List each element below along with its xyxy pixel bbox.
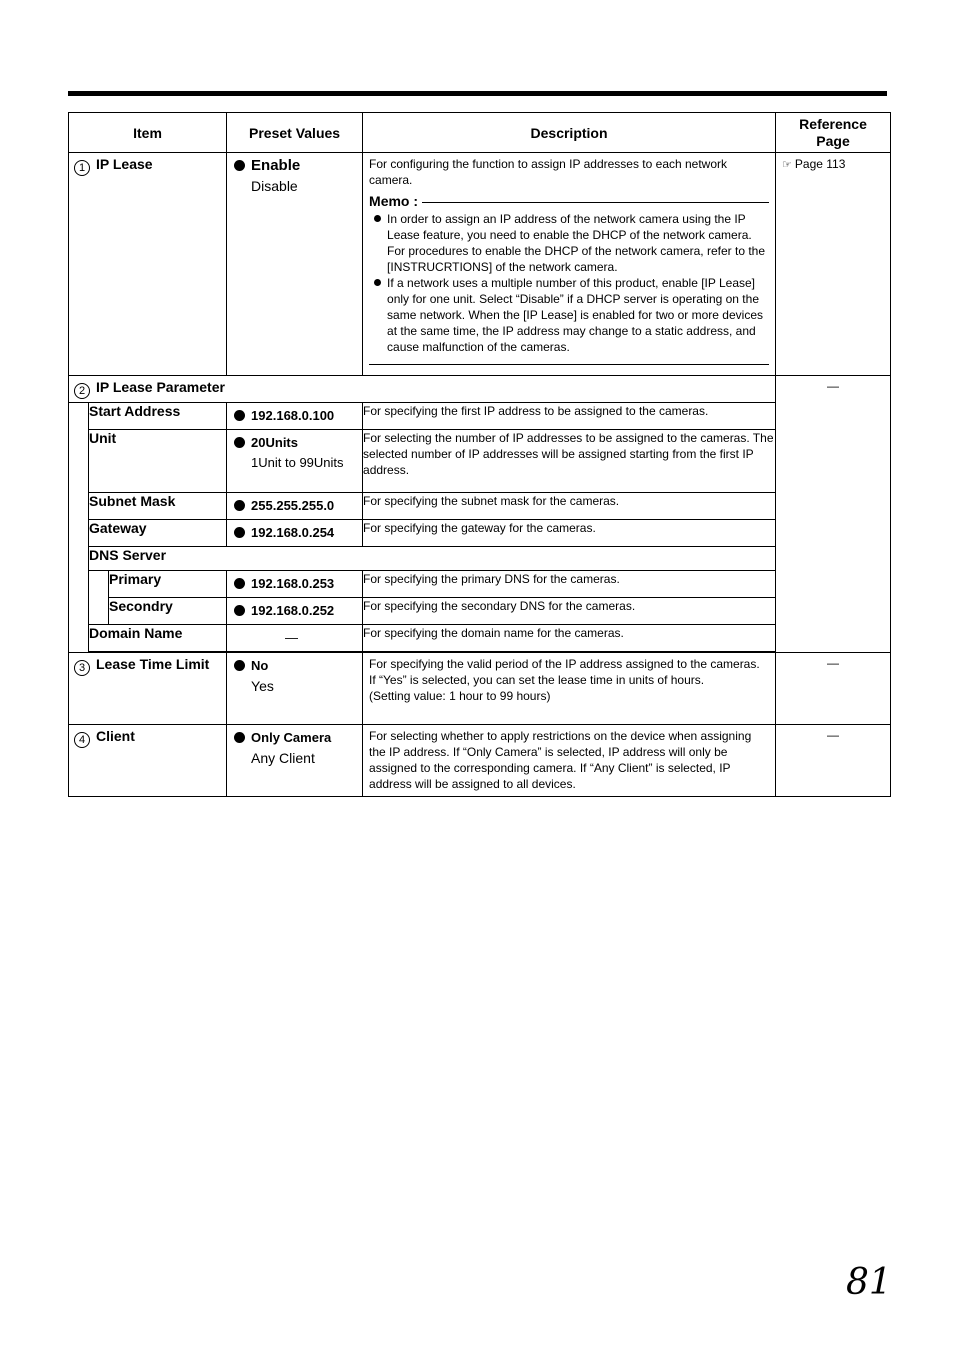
description-cell: For specifying the primary DNS for the cameras. [363, 571, 776, 598]
pointing-hand-icon: ☞ [782, 159, 792, 171]
description-cell: For specifying the first IP address to be assigned to the cameras. [363, 403, 776, 430]
default-bullet-icon [234, 410, 245, 421]
table-row-subnet-mask [69, 493, 891, 520]
default-bullet-icon [234, 660, 245, 671]
preset-cell: 255.255.255.0 [227, 493, 363, 520]
table-row-dns-server [69, 547, 891, 571]
item-cell [69, 653, 227, 725]
param-label: Secondry [109, 598, 227, 625]
memo-item: In order to assign an IP address of the network camera using the IP Lease feature, you need to enable the DHCP of the network camera. For procedures to enable the DHCP of the network camera, refer to the [INSTRUCRTIONS] of the network camera. [369, 211, 769, 275]
item-cell [69, 153, 227, 376]
memo-title: Memo : [369, 193, 769, 209]
reference-cell [776, 153, 891, 376]
item-label: IP Lease [96, 156, 153, 172]
preset-cell: 192.168.0.254 [227, 520, 363, 547]
description-cell: For specifying the domain name for the cameras. [363, 625, 776, 652]
param-label: Primary [109, 571, 227, 598]
table-row-dns-primary [69, 571, 891, 598]
description-text: For configuring the function to assign IP addresses to each network camera. [369, 157, 728, 187]
reference-cell: — [776, 376, 891, 653]
param-label: Start Address [89, 403, 227, 430]
top-rule [68, 91, 887, 96]
item-label: IP Lease Parameter [96, 379, 225, 395]
item-label: Lease Time Limit [96, 656, 210, 672]
table-row-dns-secondary [69, 598, 891, 625]
page-number: 81 [846, 1262, 892, 1303]
default-bullet-icon [234, 578, 245, 589]
item-number: 2 [74, 383, 90, 399]
memo-list [369, 211, 769, 355]
default-bullet-icon [234, 437, 245, 448]
description-cell: For selecting whether to apply restrictions on the device when assigning the IP address. If “Only Camera” is selected, IP address will only be assigned to the corresponding camera. If “Any Client” is selected, IP address will be assigned to all devices. [363, 725, 776, 797]
description-cell [363, 153, 776, 376]
preset-cell: 192.168.0.253 [227, 571, 363, 598]
item-cell [69, 376, 776, 403]
description-cell: For specifying the secondary DNS for the cameras. [363, 598, 776, 625]
default-bullet-icon [234, 527, 245, 538]
table-row-domain-name [69, 625, 891, 652]
preset-cell: Only Camera Any Client [227, 725, 363, 797]
reference-cell: — [776, 725, 891, 797]
description-cell: For specifying the subnet mask for the cameras. [363, 493, 776, 520]
item-number: 4 [74, 732, 90, 748]
param-label: Domain Name [89, 625, 227, 652]
header-reference: Reference Page [776, 113, 891, 153]
table-row-gateway [69, 520, 891, 547]
table-row-unit [69, 430, 891, 493]
item-number: 3 [74, 660, 90, 676]
table-row-ip-lease-param [69, 376, 891, 403]
param-label: Subnet Mask [89, 493, 227, 520]
param-label: Unit [89, 430, 227, 493]
bullet-icon [374, 215, 381, 222]
header-description: Description [363, 113, 776, 153]
description-cell: For specifying the valid period of the IP address assigned to the cameras. If “Yes” is selected, you can set the lease time in units of hours. (Setting value: 1 hour to 99 hours) [363, 653, 776, 725]
item-cell [69, 725, 227, 797]
memo-end-rule [369, 364, 769, 365]
param-label: Gateway [89, 520, 227, 547]
settings-table [68, 112, 891, 797]
table-row-lease-time-limit [69, 653, 891, 725]
table-row-ip-lease [69, 153, 891, 376]
default-bullet-icon [234, 732, 245, 743]
description-cell: For specifying the gateway for the cameras. [363, 520, 776, 547]
item-number: 1 [74, 160, 90, 176]
preset-cell [227, 153, 363, 376]
preset-cell: 192.168.0.100 [227, 403, 363, 430]
table-header-row [69, 113, 891, 153]
preset-cell: 20Units 1Unit to 99Units [227, 430, 363, 493]
description-cell: For selecting the number of IP addresses to be assigned to the cameras. The selected number of IP addresses will be assigned starting from the first IP address. [363, 430, 776, 493]
table-row-client [69, 725, 891, 797]
reference-cell: — [776, 653, 891, 725]
item-label: Client [96, 728, 135, 744]
header-preset: Preset Values [227, 113, 363, 153]
preset-cell: No Yes [227, 653, 363, 725]
bullet-icon [374, 279, 381, 286]
default-bullet-icon [234, 605, 245, 616]
preset-default: Enable [251, 157, 301, 174]
preset-cell: — [227, 625, 363, 652]
memo-item: If a network uses a multiple number of this product, enable [IP Lease] only for one unit. Select “Disable” if a DHCP server is operating on the same network. When the [IP Lease] is enabled for two or more devices at the same time, the IP address may change to a static address, and cause malfunction of the cameras. [369, 275, 769, 355]
param-label: DNS Server [89, 547, 776, 571]
header-item: Item [69, 113, 227, 153]
default-bullet-icon [234, 500, 245, 511]
preset-alt: Disable [251, 178, 298, 194]
preset-cell: 192.168.0.252 [227, 598, 363, 625]
reference-link[interactable]: Page 113 [794, 157, 846, 171]
default-bullet-icon [234, 160, 245, 171]
table-row-start-address [69, 403, 891, 430]
